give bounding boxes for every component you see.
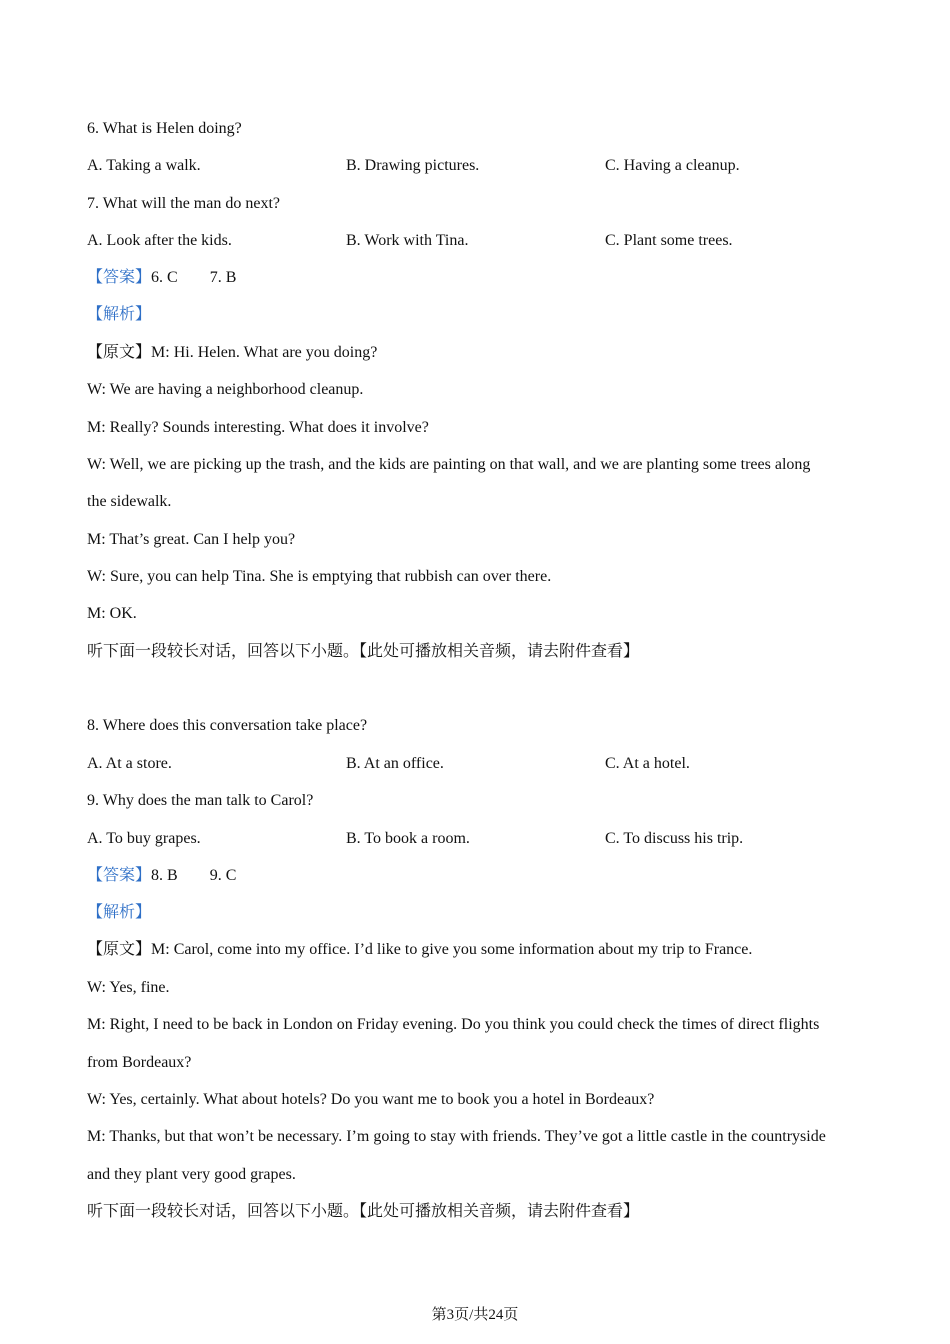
answer-line-1 [87, 268, 236, 288]
option-8b: B. At an office. [346, 755, 444, 772]
transcript-line: W: Yes, certainly. What about hotels? Do you want me to book you a hotel in Bordeaux? [87, 1091, 655, 1108]
transcript-line: 【原文】M: Carol, come into my office. I’d like to give you some information about my trip to France. [87, 941, 753, 958]
transcript-tag: 【原文】 [87, 941, 152, 958]
analysis-tag: 【解析】 [87, 904, 152, 921]
analysis-line-1 [87, 305, 151, 325]
option-9a: A. To buy grapes. [87, 830, 201, 847]
option-6b: B. Drawing pictures. [346, 157, 480, 174]
transcript-line: M: Thanks, but that won’t be necessary. I’m going to stay with friends. They’ve got a little castle in the countryside [87, 1128, 826, 1145]
transcript-line: W: We are having a neighborhood cleanup. [87, 381, 364, 398]
question-9: 9. Why does the man talk to Carol? [87, 792, 314, 809]
answer-line-2 [87, 866, 236, 886]
option-6c: C. Having a cleanup. [605, 157, 740, 174]
option-7b: B. Work with Tina. [346, 232, 469, 249]
question-6: 6. What is Helen doing? [87, 120, 242, 137]
transcript-tag: 【原文】 [87, 344, 152, 361]
option-6a: A. Taking a walk. [87, 157, 201, 174]
page-number: 第3页/共24页 [431, 1307, 519, 1323]
answer-value: 8. B [151, 867, 178, 884]
answer-tag: 【答案】 [87, 867, 152, 884]
transcript-line: 【原文】M: Hi. Helen. What are you doing? [87, 344, 378, 361]
analysis-line-2 [87, 903, 151, 923]
option-9c: C. To discuss his trip. [605, 830, 744, 847]
transcript-line: W: Well, we are picking up the trash, and the kids are painting on that wall, and we are planting some trees along [87, 456, 811, 473]
transcript-line: W: Sure, you can help Tina. She is emptying that rubbish can over there. [87, 568, 552, 585]
question-8: 8. Where does this conversation take place? [87, 717, 368, 734]
listening-instruction: 听下面一段较长对话，回答以下小题。【此处可播放相关音频，请去附件查看】 [87, 643, 640, 660]
question-6-options [87, 156, 867, 176]
listening-instruction: 听下面一段较长对话，回答以下小题。【此处可播放相关音频，请去附件查看】 [87, 1203, 640, 1220]
transcript-line: M: OK. [87, 605, 137, 622]
transcript-line: the sidewalk. [87, 493, 172, 510]
option-7a: A. Look after the kids. [87, 232, 232, 249]
answer-value: 9. C [209, 867, 237, 884]
option-9b: B. To book a room. [346, 830, 470, 847]
option-8a: A. At a store. [87, 755, 172, 772]
question-8-options [87, 754, 867, 774]
answer-tag: 【答案】 [87, 269, 152, 286]
transcript-line: M: That’s great. Can I help you? [87, 531, 296, 548]
transcript-line: from Bordeaux? [87, 1054, 192, 1071]
question-7-options [87, 231, 867, 251]
analysis-tag: 【解析】 [87, 306, 152, 323]
answer-value: 7. B [209, 269, 237, 286]
question-7: 7. What will the man do next? [87, 195, 280, 212]
answer-value: 6. C [151, 269, 178, 286]
transcript-line: and they plant very good grapes. [87, 1166, 296, 1183]
transcript-line: W: Yes, fine. [87, 979, 170, 996]
option-7c: C. Plant some trees. [605, 232, 733, 249]
question-9-options [87, 829, 867, 849]
transcript-line: M: Right, I need to be back in London on Friday evening. Do you think you could check the times of direct flights [87, 1016, 820, 1033]
option-8c: C. At a hotel. [605, 755, 690, 772]
transcript-line: M: Really? Sounds interesting. What does it involve? [87, 419, 429, 436]
